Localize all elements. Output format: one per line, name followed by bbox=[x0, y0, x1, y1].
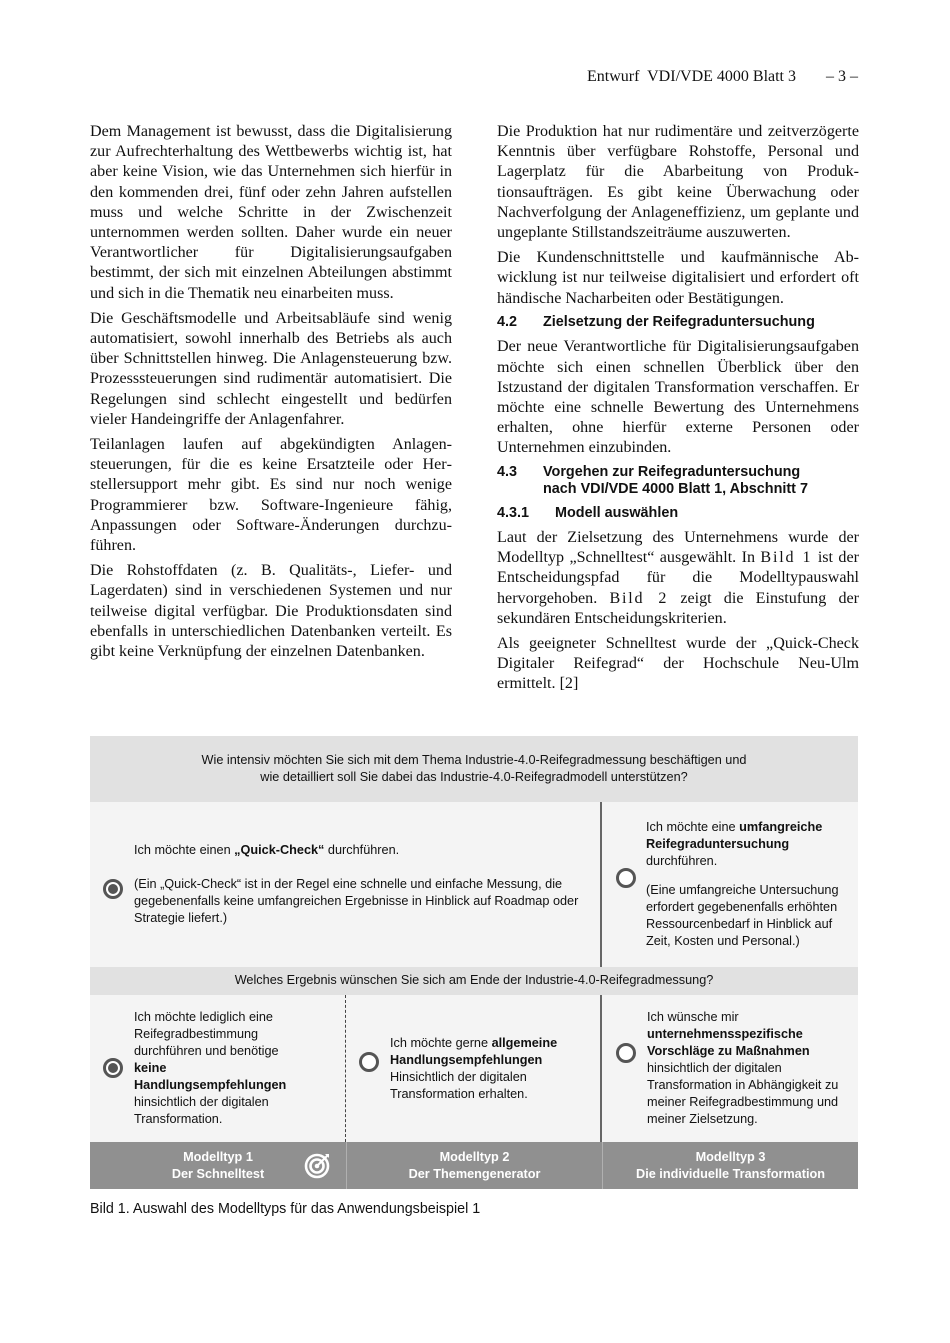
option-company-specific-measures[interactable] bbox=[602, 995, 858, 1142]
model-type-name: Der Themengenerator bbox=[408, 1167, 541, 1181]
text: ist der Entscheidungspfad für die Modelltypauswahl hervorgehoben. bbox=[497, 549, 859, 607]
right-column bbox=[497, 122, 859, 700]
model-type-2 bbox=[346, 1142, 602, 1189]
text: Hinsichtlich der digitalen Transformation erhalten. bbox=[390, 1069, 528, 1101]
figure-reference-link[interactable]: Bild 1 bbox=[760, 549, 813, 567]
option-no-recommendations[interactable] bbox=[90, 995, 346, 1142]
bold-text: „Quick-Check“ bbox=[234, 843, 325, 857]
section-title: Zielsetzung der Reifegraduntersuchung bbox=[543, 313, 815, 330]
page-header bbox=[587, 68, 858, 86]
text: durchführen. bbox=[324, 843, 400, 857]
paragraph: Die Produktion hat nur rudimentäre und zeitverzögerte Kenntnis über verfügbare Rohstoffe, Personal und Lagerplatz für die Abarbeitung von Produktionsaufträgen. Es gibt keine Überwachung oder Nachverfolgung der Anlageneffizienz, um geplante und ungeplante Stillstandszeiträume auszuwerten. bbox=[497, 123, 859, 242]
bold-text: allgemeine Handlungsempfehlungen bbox=[390, 1035, 558, 1067]
radio-unselected-icon[interactable] bbox=[359, 1052, 379, 1072]
model-type-label: Modelltyp 1 bbox=[183, 1150, 253, 1164]
target-icon bbox=[304, 1151, 332, 1179]
text: Ich wünsche mir bbox=[647, 1010, 739, 1024]
text: hinsichtlich der digitalen Transformation in Abhängigkeit zu meiner Reifegradbestimmung und meiner Zielsetzung. bbox=[647, 1061, 839, 1126]
model-type-name: Der Schnelltest bbox=[171, 1167, 265, 1181]
paragraph bbox=[497, 528, 859, 629]
option-text bbox=[134, 1009, 309, 1128]
radio-unselected-icon[interactable] bbox=[616, 1043, 636, 1063]
paragraph: Der neue Verantwortliche für Digitalisierungsaufgaben möchte sich einen schnellen Überblick über den Istzustand der digitalen Transformation verschaffen. Er möchte eine schnelle Bewertung des Unternehmens erhalten, ohne hierfür externe Personen oder Unternehmen einzubinden. bbox=[497, 338, 859, 457]
figure-reference-link[interactable]: Bild 2 bbox=[609, 589, 669, 607]
question-1 bbox=[90, 736, 858, 802]
option-text bbox=[134, 842, 594, 927]
text: Ich möchte einen bbox=[134, 843, 235, 857]
paragraph: Die Kundenschnittstelle und kaufmännische Abwicklung ist nur teilweise digitalisiert und erfordert oft händische Nacharbeiten oder Bestätigungen. bbox=[497, 249, 859, 307]
question-2: Welches Ergebnis wünschen Sie sich am Ende der Industrie-4.0-Reifegradmessung? bbox=[90, 967, 858, 995]
section-number: 4.2 bbox=[497, 313, 518, 330]
text: zeigt die Einstufung der sekundären Entscheidungskriterien. bbox=[497, 589, 859, 627]
model-type-label: Modelltyp 3 bbox=[695, 1150, 766, 1164]
paragraph: Als geeigneter Schnelltest wurde der „Quick-Check Digitaler Reifegrad“ der Hochschule Neu-Ulm ermittelt. [2] bbox=[497, 635, 859, 693]
model-types-row bbox=[90, 1142, 858, 1189]
bold-text: keine Handlungsempfehlungen bbox=[134, 1061, 287, 1092]
model-type-name: Die individuelle Transformation bbox=[636, 1167, 825, 1181]
radio-unselected-icon[interactable] bbox=[616, 868, 636, 888]
section-heading-4-3 bbox=[497, 464, 859, 499]
text: Laut der Zielsetzung des Unternehmens wurde der Modelltyp „Schnelltest“ ausgewählt. In bbox=[497, 529, 859, 567]
radio-selected-icon[interactable] bbox=[103, 879, 123, 899]
section-number: 4.3.1 bbox=[497, 504, 530, 521]
model-type-1 bbox=[90, 1142, 346, 1189]
text: durchführen. bbox=[646, 854, 718, 868]
question-text: wie detailliert soll Sie dabei das Industrie-4.0-Reifegradmodell unterstützen? bbox=[260, 770, 688, 784]
text: Ich möchte eine bbox=[646, 820, 740, 834]
question-1-options bbox=[90, 802, 858, 967]
section-title bbox=[543, 464, 808, 499]
option-note: (Ein „Quick-Check“ ist in der Regel eine schnelle und einfache Messung, die gegebenenfalls keine umfangreichen Ergebnisse in Hinblick auf Roadmap oder Strategie liefert.) bbox=[134, 877, 579, 925]
radio-selected-icon[interactable] bbox=[103, 1058, 123, 1078]
option-text bbox=[647, 1009, 857, 1128]
question-2-options bbox=[90, 995, 858, 1142]
section-title: Modell auswählen bbox=[555, 504, 679, 521]
bold-text: umfangreiche Reifegraduntersuchung bbox=[646, 820, 823, 851]
option-comprehensive-assessment[interactable] bbox=[602, 802, 858, 967]
paragraph: Teilanlagen laufen auf abgekündigten Anlagensteuerungen, für die es keine Ersatzteile oder Herstellersupport mehr gibt. Es sind nur noch wenige Programmierer bzw. Software-Ingenieure fähig, Anpassungen oder Software-Änderungen durchzuführen. bbox=[90, 436, 452, 555]
section-heading-4-2 bbox=[497, 314, 859, 332]
section-heading-4-3-1 bbox=[497, 505, 859, 523]
model-type-label: Modelltyp 2 bbox=[439, 1150, 510, 1164]
page-number: – 3 – bbox=[826, 68, 858, 85]
figure-caption: Bild 1. Auswahl des Modelltyps für das Anwendungsbeispiel 1 bbox=[90, 1201, 481, 1217]
left-column bbox=[90, 122, 452, 667]
text: Ich möchte lediglich eine Reifegradbestimmung durchführen und benötige bbox=[134, 1010, 279, 1058]
paragraph: Die Geschäftsmodelle und Arbeitsabläufe sind wenig automatisiert, sowohl innerhalb des Betriebs als auch über Schnittstellen hinweg. Die Anlagensteuerung bzw. Prozesssteuerungen sind rudimentär automatisiert. Die Regelungen sind schlecht eingestellt und bedürfen vieler Handeingriffe der Anlagenfahrer. bbox=[90, 309, 452, 428]
question-text: Wie intensiv möchten Sie sich mit dem Thema Industrie-4.0-Reifegradmessung beschäftigen und bbox=[201, 753, 747, 767]
document-title: Entwurf VDI/VDE 4000 Blatt 3 bbox=[586, 68, 796, 85]
text: Ich möchte gerne bbox=[390, 1035, 492, 1050]
option-quick-check[interactable] bbox=[90, 802, 602, 967]
option-text bbox=[646, 819, 851, 950]
bold-text: unternehmensspezifische Vorschläge zu Maßnahmen bbox=[647, 1027, 810, 1058]
model-selection-figure bbox=[90, 736, 858, 1189]
section-number: 4.3 bbox=[497, 463, 518, 480]
model-type-3 bbox=[602, 1142, 858, 1189]
section-title-line: Vorgehen zur Reifegraduntersuchung bbox=[543, 463, 801, 480]
option-general-recommendations[interactable] bbox=[346, 995, 602, 1142]
option-note: (Eine umfangreiche Untersuchung erfordert gegebenenfalls erhöhten Ressourcenbedarf in Hinblick auf Zeit, Kosten und Personal.) bbox=[646, 883, 839, 948]
paragraph: Dem Management ist bewusst, dass die Digitalisierung zur Aufrechterhaltung des Wettbewerbs wichtig ist, hat aber keine Vision, wie das Unternehmen sich hierfür in den kommenden drei, fünf oder zehn Jahren aufstellen muss und welche Schritte in der Zwischenzeit unternommen werden sollten. Daher wurde ein neuer Verantwortlicher für Digitalisierungsaufgaben bestimmt, der sich mit einzelnen Abteilungen abstimmt und sich in die Thematik neu einarbeiten muss. bbox=[90, 123, 452, 302]
paragraph: Die Rohstoffdaten (z. B. Qualitäts-, Liefer- und Lagerdaten) sind in verschiedenen Systemen und nur teilweise digital verfügbar. Die Produktionsdaten sind ebenfalls in unterschiedlichen Datenbanken verteilt. Es gibt keine Verknüpfung der einzelnen Datenbanken. bbox=[90, 562, 452, 661]
option-text bbox=[390, 1035, 585, 1103]
text: hinsichtlich der digitalen Transformation. bbox=[134, 1095, 269, 1126]
section-title-line: nach VDI/VDE 4000 Blatt 1, Abschnitt 7 bbox=[543, 481, 808, 498]
